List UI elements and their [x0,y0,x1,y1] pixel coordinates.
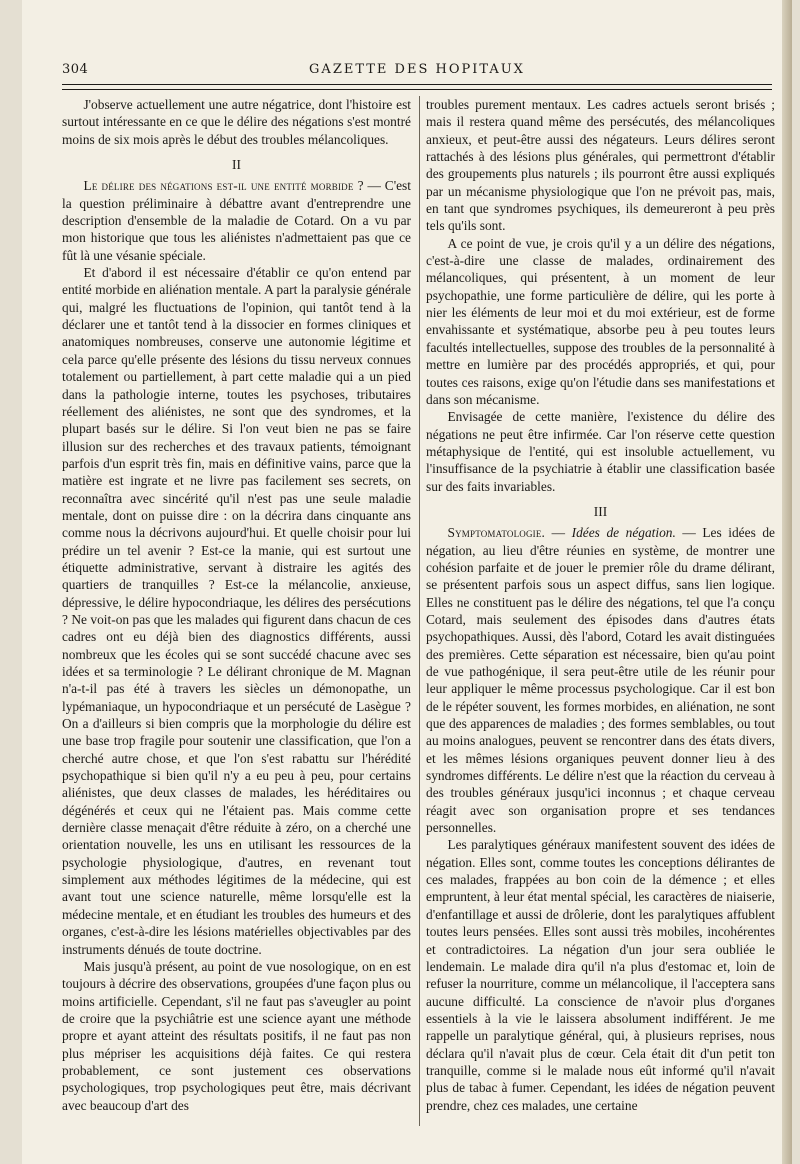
header-rule [62,84,772,90]
section-lead: Le délire des négations est-il une entité morbide ? [83,178,364,194]
publication-title: GAZETTE DES HOPITAUX [309,62,525,77]
page-header [62,62,772,82]
paragraph: A ce point de vue, je crois qu'il y a un délire des négations, c'est-à-dire une classe de malades, ordinairement des mélancoliques, qui présentent, à un moment de leur psychopathie, une forme particulière de délire, qui les porte à nier les éléments de leur moi et du moi extérieur, est de forme envahissante et systématique, absorbe peu à peu toutes leurs facultés intellectuelles, suppose des troubles de la personnalité à mettre en lumière par des procédés appropriés, et qui, pour toutes ces raisons, exige qu'on l'étudie dans ses manifestations et dans son mécanisme. [426,235,775,407]
newspaper-page [22,0,792,1164]
page-number: 304 [62,62,89,77]
section-heading-III: III [593,503,608,519]
section-heading-II: II [232,157,241,173]
right-column [426,96,775,1114]
paragraph: Le délire des négations est-il une entité morbide ? — C'est la question préliminaire à débattre avant d'entreprendre une description d'ensemble de la maladie de Cotard. On a vu par mon historique que tous les aliénistes n'admettaient pas que ce fût là une vésanie spéciale. [62,178,411,263]
paragraph: Les paralytiques généraux manifestent souvent des idées de négation. Elles sont, comme toutes les conceptions délirantes de ces malades, frappées au bon coin de la démence ; et elles empruntent, à leur état mental spécial, les caractères de niaiserie, d'enfantillage et aussi de drôlerie, dont les paralytiques affublent toutes leurs pensées. Elles sont aussi très mobiles, incohérentes et contradictoires. La négation d'un jour sera oubliée le lendemain. Le malade dira qu'il n'a plus d'estomac et, loin de refuser la nourriture, comme un mélancolique, il l'acceptera sans aucune difficulté. La conscience de n'avoir plus d'organes essentiels à la vie le laissera absolument indifférent. Je me rappelle un paralytique général, qui, à plusieurs reprises, nous déclara qu'il n'avait plus de cœur. Cela était dit d'un petit ton tranquille, comme si le malade nous eût informé qu'il n'avait plus de tabac à fumer. Cependant, les idées de négation peuvent prendre, chez ces malades, une certaine [426,837,775,1113]
subheading-italic: Idées de négation. [571,525,676,541]
paragraph: Mais jusqu'à présent, au point de vue nosologique, on en est toujours à décrire des observations, groupées d'une façon plus ou moins artificielle. Cependant, s'il ne faut pas s'aveugler au point de croire que la psychiâtrie est une science ayant une méthode propre et ayant atteint des résultats positifs, il ne faut pas non plus mépriser les acquisitions déjà faites. Ce qui restera probablement, ce sont justement ces observations psychologiques, trop psychologiques peut être, mais décrivant avec beaucoup d'art des [62,958,411,1113]
column-divider [419,96,420,1126]
paragraph: troubles purement mentaux. Les cadres actuels seront brisés ; mais il restera quand même des persécutés, des mélancoliques anxieux, et peut-être aussi des négateurs. Leurs délires seront rattachés à des lésions plus générales, qui permettront d'établir des groupements plus naturels ; ils pourront être aussi expliqués par un mécanisme physiologique que l'on ne prévoit pas, mais, en tant que syndromes psychiques, ils demeureront à peu près tels qu'ils sont. [426,97,775,234]
paragraph: Envisagée de cette manière, l'existence du délire des négations ne peut être infirmée. Car l'on réserve cette question métaphysique de l'entité, qui est insoluble actuellement, vu l'insuffisance de la psychiatrie à établir une classification basée sur des faits invariables. [426,409,775,494]
page-edge [782,0,792,1164]
paragraph: Symptomatologie. — Idées de négation. — Les idées de négation, au lieu d'être réunies en système, de montrer une cohésion parfaite et de jouer le premier rôle du drame délirant, se présentent parfois sous un aspect diffus, sans lien logique. Elles ne constituent pas le délire des négations, tel que l'a conçu Cotard, mais seulement des épisodes dans d'autres états psychopathiques. Aussi, dès l'abord, Cotard les avait distinguées des premières. Cette séparation est nécessaire, bien qu'au point de vue pathogénique, il sera peut-être utile de les réunir pour leur appliquer le même processus psychologique. Car il est bon de le répéter souvent, les formes morbides, en aliénation, ne sont que des apparences de maladies ; des formes semblables, ou tout au moins analogues, peuvent se rencontrer dans des états divers, et les mêmes lésions organiques peuvent donner lieu à des syndromes différents. Le délire n'est que la réaction du cerveau à des troubles généraux jusqu'ici inconnus ; et chaque cerveau réagit avec son organisation propre et ses tendances personnelles. [426,525,775,836]
left-column [62,96,411,1114]
paragraph: J'observe actuellement une autre négatrice, dont l'histoire est surtout intéressante en ce que le délire des négations s'est montré moins de six mois après le début des troubles mélancoliques. [62,97,411,147]
section-lead: Symptomatologie. [447,525,546,541]
paragraph: Et d'abord il est nécessaire d'établir ce qu'on entend par entité morbide en aliénation mentale. A part la paralysie générale qui, malgré les fluctuations de l'opinion, qui tantôt tend à la déclarer une et tantôt tend à la dissocier en formes cliniques et anatomiques nombreuses, conserve une autonomie légitime et cela parce qu'elle présente des lésions du tissu nerveux connues totalement ou partiellement, à part cette maladie qui a un pied dans la pathologie interne, toutes les psychoses, tributaires réellement des aliénistes, ne sont que des syndromes, et la plupart basés sur le délire. Si l'on veut bien ne pas se faire illusion sur des recherches et des travaux patients, témoignant parfois d'un esprit très fin, mais en définitive vains, parce que la matière est ingrate et ne livre pas facilement ses secrets, on reconnaîtra avec sincérité qu'il n'est pas une seule maladie mentale, dont on puisse dire : on la décrira dans cinquante ans comme nous la décrivons aujourd'hui. Et quelle choisir pour lui prédire un tel avenir ? Est-ce la manie, qui est surtout une étiquette administrative, servant à distraire les agités des quartiers de tranquilles ? Est-ce la mélancolie, anxieuse, dépressive, le délire hypocondriaque, les délires des persécutions ? Ne voit-on pas que les malades qui figurent dans chacun de ces cadres ont eu déjà bien des diagnostics différents, aussi nombreux que les écoles qui se sont succédé chacune avec ses idées et sa terminologie ? Le délirant chronique de M. Magnan n'a-t-il pas été à travers les siècles un démonopathe, un lypémaniaque, un hypocondriaque et un persécuté de Lasègue ? On a d'ailleurs si bien compris que la morphologie du délire est une base trop fragile pour soutenir une classification, que l'on a cherché autre chose, et que l'on s'est rabattu sur l'hérédité psychopathique si bien qu'il n'y a eu peu à peu, pour certains aliénistes, que deux classes de malades, les héréditaires ou dégénérés et ceux qui ne l'étaient pas. Mais comme cette dernière classe menaçait d'être réduite à zéro, on a cherché une orientation nouvelle, les uns en utilisant les ressources de la psychologie physiologique, d'autres, en revenant tout simplement aux méthodes légitimes de la médecine, qui est avant tout une science naturelle, même lorsqu'elle est la médecine mentale, et en étudiant les troubles des humeurs et des organes, c'est-à-dire les lésions matérielles objectivables par des instruments dénués de toute doctrine. [62,265,411,957]
